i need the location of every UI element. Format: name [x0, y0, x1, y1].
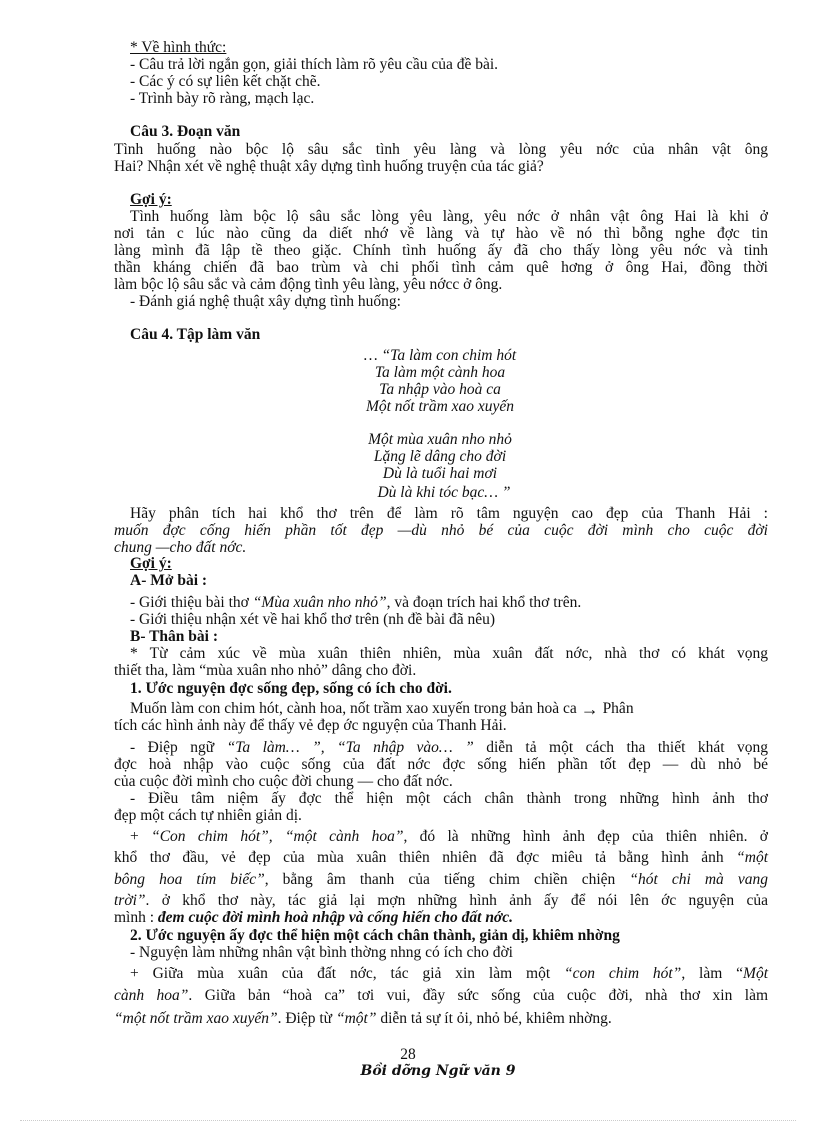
subsection-1-line-11: trời”. ở khổ thơ này, tác giả lại mợn những hình ảnh ấy để nói lên ớc nguyện của: [114, 892, 768, 909]
form-heading: * Về hình thức:: [130, 39, 227, 56]
poem-line-2: Ta làm một cành hoa: [374, 364, 506, 381]
form-bullet-3: - Trình bày rõ ràng, mạch lạc.: [130, 90, 315, 107]
form-bullet-1: - Câu trả lời ngắn gọn, giải thích làm rõ yêu cầu của đề bài.: [130, 56, 499, 73]
q3-question-line-2: Hai? Nhận xét về nghệ thuật xây dựng tình huống truyện của tác giả?: [114, 158, 544, 175]
subsection-1-line-6: - Điều tâm niệm ấy đợc thể hiện một cách chân thành trong những hình ảnh thơ: [130, 790, 768, 807]
section-a-line-1: - Giới thiệu bài thơ “Mùa xuân nho nhỏ”, và đoạn trích hai khổ thơ trên.: [130, 594, 582, 611]
page-number: 28: [400, 1046, 416, 1063]
poem-line-6: Lặng lẽ dâng cho đời: [373, 448, 507, 465]
poem-line-5: Một mùa xuân nho nhỏ: [368, 431, 512, 448]
subsection-2-line-1: - Nguyện làm những nhân vật bình thờng nhng có ích cho đời: [130, 944, 513, 961]
section-b-line-2: thiết tha, làm “mùa xuân nho nhỏ” dâng cho đời.: [114, 662, 417, 679]
subsection-1-line-10: bông hoa tím biếc”, bằng âm thanh của tiếng chim chiền chiện “hót chi mà vang: [114, 871, 768, 888]
subsection-1-line-3: - Điệp ngữ “Ta làm… ”, “Ta nhập vào… ” diễn tả một cách tha thiết khát vọng: [130, 739, 768, 756]
subsection-1-line-1: Muốn làm con chim hót, cành hoa, nốt trầm xao xuyến trong bản hoà ca → Phân: [130, 699, 634, 720]
right-arrow-icon: →: [580, 699, 599, 720]
section-b-title: B- Thân bài :: [130, 628, 219, 645]
section-a-line-2: - Giới thiệu nhận xét về hai khổ thơ trên (nh đề bài đã nêu): [130, 611, 496, 628]
q3-question-line-1: Tình huống nào bộc lộ sâu sắc tình yêu làng và lòng yêu nớc của nhân vật ông: [114, 141, 768, 158]
q4-prompt-line-1: Hãy phân tích hai khổ thơ trên để làm rõ tâm nguyện cao đẹp của Thanh Hải :: [130, 505, 768, 522]
q4-hint-label: Gợi ý:: [130, 555, 172, 572]
subsection-1-line-2: tích các hình ảnh này để thấy vẻ đẹp ớc nguyện của Thanh Hải.: [114, 717, 507, 734]
q3-hint-line-6: - Đánh giá nghệ thuật xây dựng tình huống:: [130, 293, 401, 310]
poem-line-8: Dù là khi tóc bạc… ”: [377, 484, 511, 501]
section-b-line-1: * Từ cảm xúc về mùa xuân thiên nhiên, mùa xuân đất nớc, nhà thơ có khát vọng: [130, 645, 768, 662]
footer-book-title: Bồi dỡng Ngữ văn 9: [360, 1063, 516, 1079]
q4-title: Câu 4. Tập làm văn: [130, 326, 261, 343]
q3-hint-label: Gợi ý:: [130, 191, 172, 208]
q3-hint-line-1: Tình huống làm bộc lộ sâu sắc lòng yêu làng, yêu nớc ở nhân vật ông Hai là khi ở: [130, 208, 768, 225]
subsection-1-title: 1. Ước nguyện đợc sống đẹp, sống có ích cho đời.: [130, 680, 452, 697]
subsection-2-line-3: cành hoa”. Giữa bản “hoà ca” tơi vui, đầy sức sống của cuộc đời, nhà thơ xin làm: [114, 987, 769, 1004]
subsection-2-line-4: “một nốt trầm xao xuyến”. Điệp từ “một” diễn tả sự ít ỏi, nhỏ bé, khiêm nhờng.: [114, 1010, 612, 1027]
poem-line-7: Dù là tuổi hai mơi: [382, 465, 498, 482]
subsection-1-line-12: mình : đem cuộc đời mình hoà nhập và cống hiến cho đất nớc.: [114, 909, 514, 926]
q3-hint-line-4: thần kháng chiến đã bao trùm và chi phối tình cảm quê hơng ở ông Hai, đồng thời: [114, 259, 768, 276]
q4-prompt-line-2: muốn đợc cống hiến phần tốt đẹp —dù nhỏ bé của cuộc đời mình cho cuộc đời: [114, 522, 768, 539]
subsection-1-line-8: + “Con chim hót”, “một cành hoa”, đó là những hình ảnh đẹp của thiên nhiên. ở: [130, 828, 768, 845]
poem-line-3: Ta nhập vào hoà ca: [379, 381, 501, 398]
subsection-1-line-4: đợc hoà nhập vào cuộc sống của đất nớc đợc sống hiến phần tốt đẹp — dù nhỏ bé: [114, 756, 768, 773]
poem-line-1: … “Ta làm con chim hót: [363, 347, 517, 364]
q3-hint-line-2: nơi tản c lúc nào cũng da diết nhớ về làng và tự hào về nó thì bỗng nghe đợc tin: [114, 225, 768, 242]
q3-hint-line-5: làm bộc lộ sâu sắc và cảm động tình yêu làng, yêu nớcc ở ông.: [114, 276, 503, 293]
q3-hint-line-3: làng mình đã lập tề theo giặc. Chính tình huống ấy đã cho thấy lòng yêu nớc và tinh: [114, 242, 768, 259]
subsection-2-title: 2. Ước nguyện ấy đợc thể hiện một cách chân thành, giản dị, khiêm nhờng: [130, 927, 620, 944]
form-bullet-2: - Các ý có sự liên kết chặt chẽ.: [130, 73, 321, 90]
q4-prompt-line-3: chung —cho đất nớc.: [114, 539, 247, 556]
section-a-title: A- Mở bài :: [130, 572, 208, 589]
subsection-1-line-9: khổ thơ đầu, vẻ đẹp của mùa xuân thiên nhiên đã đợc miêu tả bằng hình ảnh “một: [114, 849, 768, 866]
poem-line-4: Một nốt trầm xao xuyến: [365, 398, 515, 415]
subsection-1-line-5: của cuộc đời mình cho cuộc đời chung — cho đất nớc.: [114, 773, 453, 790]
subsection-2-line-2: + Giữa mùa xuân của đất nớc, tác giả xin làm một “con chim hót”, làm “Một: [130, 965, 769, 982]
subsection-1-line-7: đẹp một cách tự nhiên giản dị.: [114, 807, 302, 824]
page-edge-divider: [20, 1120, 796, 1121]
q3-title: Câu 3. Đoạn văn: [130, 123, 241, 140]
